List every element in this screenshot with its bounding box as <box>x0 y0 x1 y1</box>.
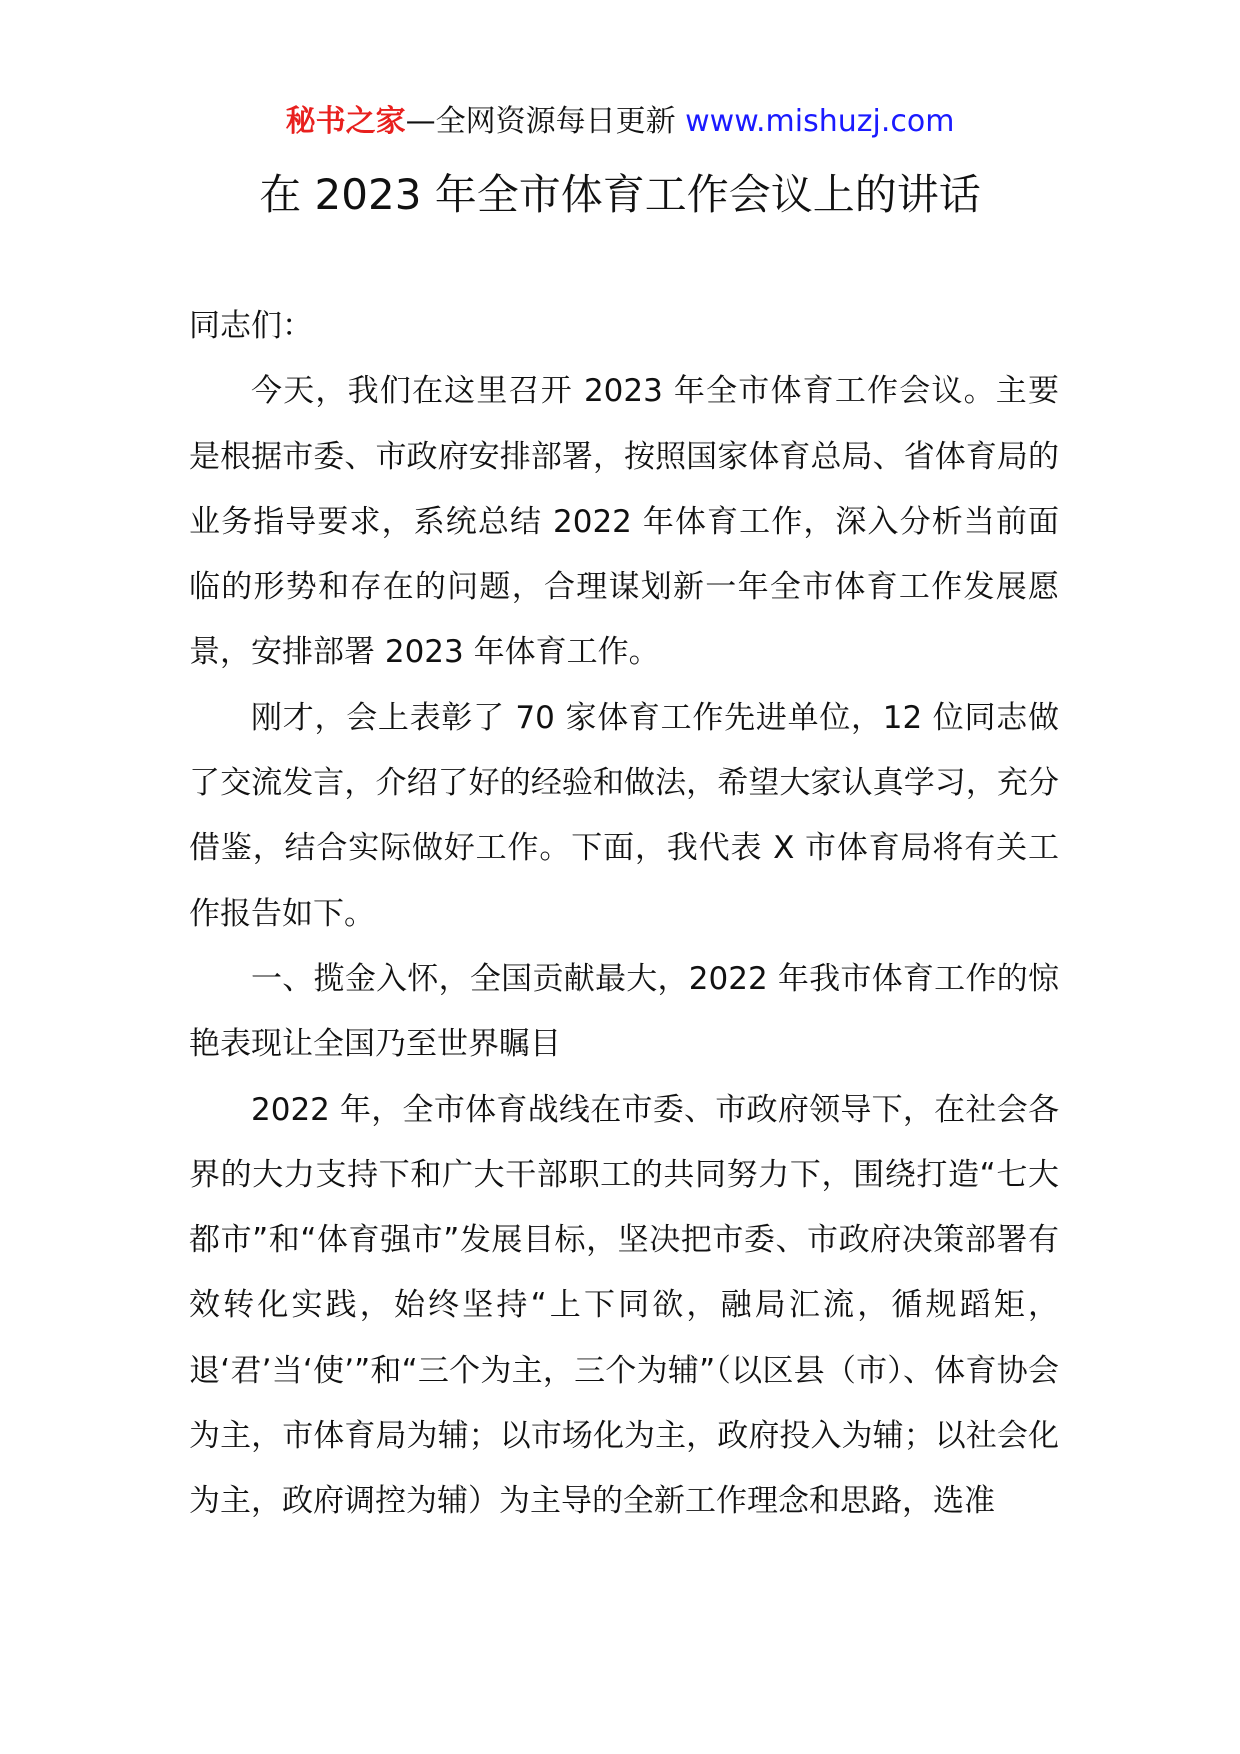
header-tagline: —全网资源每日更新 <box>405 104 676 139</box>
paragraph-opening: 今天，我们在这里召开 2023 年全市体育工作会议。主要是根据市委、市政府安排部署，按照国家体育总局、省体育局的业务指导要求，系统总结 2022 年体育工作，深入分析当前面临的形势和存在的问题，合理谋划新一年全市体育工作发展愿景，安排部署 2023 年体育工作。 <box>189 373 1059 671</box>
document-body <box>189 294 1059 1535</box>
site-watermark-header <box>0 100 1240 144</box>
section-heading-1: 一、揽金入怀，全国贡献最大，2022 年我市体育工作的惊艳表现让全国乃至世界瞩目 <box>189 960 1059 1063</box>
paragraph-commendation: 刚才，会上表彰了 70 家体育工作先进单位，12 位同志做了交流发言，介绍了好的经验和做法，希望大家认真学习，充分借鉴，结合实际做好工作。下面，我代表 X 市体育局将有关工作报告如下。 <box>189 699 1059 932</box>
greeting: 同志们： <box>189 308 313 344</box>
site-url-link[interactable]: www.mishuzj.com <box>685 104 955 139</box>
paragraph-2022-review: 2022 年，全市体育战线在市委、市政府领导下，在社会各界的大力支持下和广大干部职工的共同努力下，围绕打造“七大都市”和“体育强市”发展目标，坚决把市委、市政府决策部署有效转化实践，始终坚持“上下同欲，融局汇流，循规蹈矩，退‘君’当‘使’”和“三个为主，三个为辅”（以区县（市）、体育协会为主，市体育局为辅；以市场化为主，政府投入为辅；以社会化为主，政府调控为辅）为主导的全新工作理念和思路，选准 <box>189 1091 1059 1520</box>
brand-name: 秘书之家 <box>285 104 406 139</box>
document-title: 在 2023 年全市体育工作会议上的讲话 <box>259 170 981 219</box>
